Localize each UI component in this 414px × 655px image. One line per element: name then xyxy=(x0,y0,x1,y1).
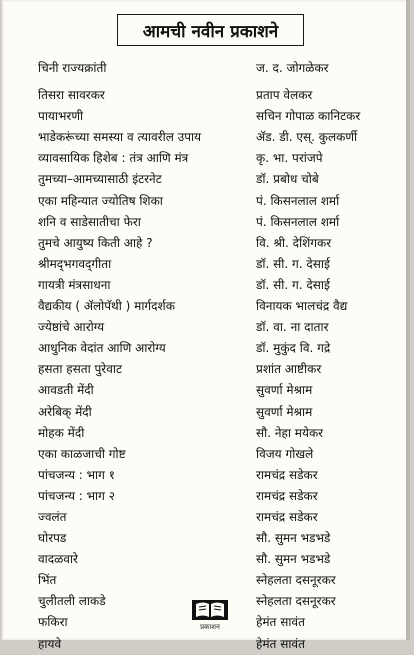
book-title: हसता हसता पुरेवाट xyxy=(38,362,123,377)
book-title: एका महिन्यात ज्योतिष शिका xyxy=(38,193,163,208)
book-author: स्नेहलता दसनूरकर xyxy=(256,594,336,609)
book-author: ॲड. डी. एस्. कुलकर्णी xyxy=(256,130,358,145)
page-edge xyxy=(406,0,410,640)
book-row xyxy=(38,169,398,190)
book-title: वादळवारे xyxy=(38,552,78,567)
book-row xyxy=(38,254,398,275)
book-title: पायाभरणी xyxy=(38,109,84,124)
book-row xyxy=(38,58,398,79)
book-author: डॉ. सी. ग. देसाई xyxy=(256,256,330,271)
book-title: ज्येष्ठांचे आरोग्य xyxy=(38,320,105,335)
book-title: चुलीतली लाकडे xyxy=(38,594,106,609)
book-title: व्यावसायिक हिशेब : तंत्र आणि मंत्र xyxy=(38,151,189,166)
book-title: तुमच्या–आमच्यासाठी इंटरनेट xyxy=(38,172,162,187)
book-row xyxy=(38,549,398,570)
book-author: प्रताप वेलकर xyxy=(256,88,313,103)
book-row xyxy=(38,233,398,254)
book-title: तिसरा सावरकर xyxy=(38,88,105,103)
open-book-logo-icon xyxy=(190,598,230,622)
book-author: हेमंत सावंत xyxy=(256,615,305,630)
book-author: सौ. सुमन भडभडे xyxy=(256,531,331,546)
book-author: रामचंद्र सडेकर xyxy=(256,509,318,524)
book-author: रामचंद्र सडेकर xyxy=(256,467,318,482)
book-author: विनायक भालचंद्र वैद्य xyxy=(256,299,348,314)
book-author: डॉ. सी. ग. देसाई xyxy=(256,277,330,292)
book-row xyxy=(38,380,398,401)
book-author: सुवर्णा मेश्राम xyxy=(256,404,313,419)
book-title: एका काळजाची गोष्ट xyxy=(38,446,126,461)
book-row xyxy=(38,338,398,359)
publisher-logo xyxy=(184,598,236,638)
book-title: ज्वलंत xyxy=(38,509,67,524)
book-author: पं. किसनलाल शर्मा xyxy=(256,193,340,208)
book-title: हायवे xyxy=(38,636,62,651)
book-author: सुवर्णा मेश्राम xyxy=(256,383,313,398)
book-author: पं. किसनलाल शर्मा xyxy=(256,214,340,229)
catalog-page xyxy=(2,0,410,651)
book-author: रामचंद्र सडेकर xyxy=(256,488,318,503)
book-title: चिनी राज्यक्रांती xyxy=(38,61,107,75)
page-title: आमची नवीन प्रकाशने xyxy=(117,14,304,46)
book-row xyxy=(38,106,398,127)
book-author: वि. श्री. देशिंगकर xyxy=(256,235,332,250)
book-row xyxy=(38,85,398,106)
book-author: स्नेहलता दसनूरकर xyxy=(256,573,336,588)
book-title: आधुनिक वेदांत आणि आरोग्य xyxy=(38,341,166,356)
book-title: पांचजन्य : भाग २ xyxy=(38,488,115,503)
book-title: वैद्यकीय ( ॲलोपॅथी ) मार्गदर्शक xyxy=(38,299,175,314)
book-title: आवडती मेंदी xyxy=(38,383,94,398)
book-author: विजय गोखले xyxy=(256,446,314,461)
book-title: श्रीमद्‌भगवद्‌गीता xyxy=(38,256,112,271)
book-title: फकिरा xyxy=(38,615,68,630)
book-author: डॉ. वा. ना दातार xyxy=(256,320,329,335)
book-title: पांचजन्य : भाग १ xyxy=(38,467,115,482)
book-author: कृ. भा. परांजपे xyxy=(256,151,323,166)
book-row xyxy=(38,444,398,465)
book-author: सौ. सुमन भडभडे xyxy=(256,552,331,567)
book-title: भाडेकरूंच्या समस्या व त्यावरील उपाय xyxy=(38,130,202,145)
book-row xyxy=(38,402,398,423)
book-title: भिंत xyxy=(38,573,57,588)
book-row xyxy=(38,528,398,549)
book-title: शनि व साडेसातीचा फेरा xyxy=(38,214,141,229)
book-row xyxy=(38,486,398,507)
book-row xyxy=(38,465,398,486)
book-row xyxy=(38,317,398,338)
book-list xyxy=(38,58,398,655)
book-row xyxy=(38,359,398,380)
book-author: प्रशांत आष्टीकर xyxy=(256,362,322,377)
book-author: हेमंत सावंत xyxy=(256,636,305,651)
book-row xyxy=(38,570,398,591)
book-row xyxy=(38,191,398,212)
book-author: डॉ. मुकुंद वि. गद्रे xyxy=(256,341,331,356)
book-author: डॉ. प्रबोध चोबे xyxy=(256,172,319,187)
book-title: मोहक मेंदी xyxy=(38,425,85,440)
book-row xyxy=(38,212,398,233)
book-row xyxy=(38,127,398,148)
book-row xyxy=(38,507,398,528)
book-author: सौ. नेहा मयेकर xyxy=(256,425,324,440)
book-row xyxy=(38,296,398,317)
book-title: गायत्री मंत्रसाधना xyxy=(38,277,111,292)
book-row xyxy=(38,148,398,169)
book-row xyxy=(38,275,398,296)
book-author: सचिन गोपाळ कानिटकर xyxy=(256,109,361,124)
book-title: तुमचे आयुष्य किती आहे ? xyxy=(38,235,153,250)
book-author: ज. द. जोगळेकर xyxy=(256,61,329,75)
publisher-logo-sub: प्रकाशन xyxy=(200,623,220,631)
book-row xyxy=(38,423,398,444)
book-title: अरेबिक् मेंदी xyxy=(38,404,92,419)
book-title: घोरपड xyxy=(38,531,67,546)
